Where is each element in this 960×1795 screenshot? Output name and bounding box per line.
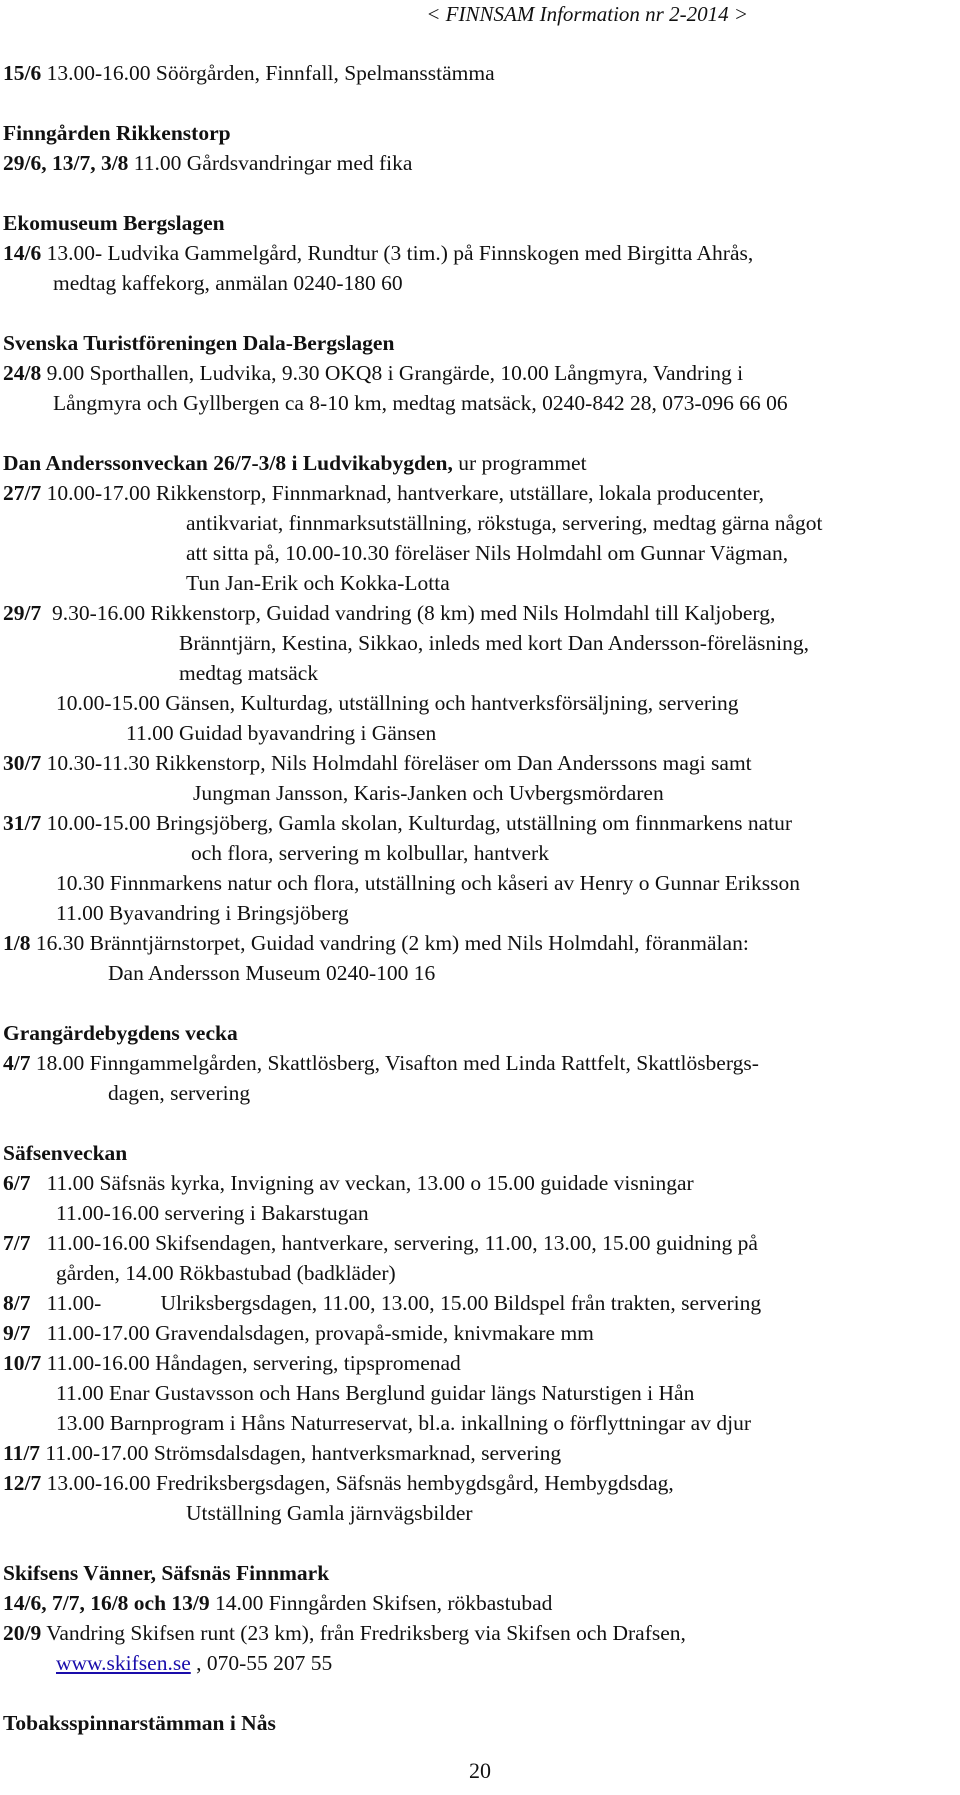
text-line [3, 328, 953, 358]
line-heading: 24/8 [3, 361, 42, 385]
line-heading: 1/8 [3, 931, 31, 955]
line-text: 10.30 Finnmarkens natur och flora, utställning och kåseri av Henry o Gunnar Eriksson [56, 871, 800, 895]
text-line [3, 958, 953, 988]
line-heading: Skifsens Vänner, Säfsnäs Finnmark [3, 1561, 330, 1585]
text-line [3, 1318, 953, 1348]
line-text: 9.00 Sporthallen, Ludvika, 9.30 OKQ8 i Grangärde, 10.00 Långmyra, Vandring i [41, 361, 744, 385]
website-link[interactable]: www.skifsen.se [56, 1651, 191, 1675]
text-line [3, 568, 953, 598]
text-line [3, 1168, 953, 1198]
blank-line [3, 1108, 953, 1138]
text-line [3, 118, 953, 148]
line-text: 11.00 Gårdsvandringar med fika [128, 151, 413, 175]
text-line [3, 1288, 953, 1318]
blank-line [3, 418, 953, 448]
text-line [3, 478, 953, 508]
page-header: < FINNSAM Information nr 2-2014 > [426, 2, 748, 26]
line-text: och flora, servering m kolbullar, hantverk [191, 841, 549, 865]
text-line [3, 1078, 953, 1108]
text-line [3, 1558, 953, 1588]
line-text: 14.00 Finngården Skifsen, rökbastubad [209, 1591, 553, 1615]
text-line [3, 538, 953, 568]
line-heading: 10/7 [3, 1351, 42, 1375]
line-heading: 4/7 [3, 1051, 31, 1075]
line-heading: Finngården Rikkenstorp [3, 121, 231, 145]
line-text: 10.30-11.30 Rikkenstorp, Nils Holmdahl föreläser om Dan Anderssons magi samt [41, 751, 752, 775]
line-heading: Ekomuseum Bergslagen [3, 211, 225, 235]
line-text: 16.30 Bränntjärnstorpet, Guidad vandring (2 km) med Nils Holmdahl, föranmälan: [30, 931, 749, 955]
text-line [3, 238, 953, 268]
text-line [3, 808, 953, 838]
line-text: 11.00-16.00 servering i Bakarstugan [56, 1201, 369, 1225]
text-line [3, 1198, 953, 1228]
line-text: 10.00-15.00 Gänsen, Kulturdag, utställning och hantverksförsäljning, servering [56, 691, 739, 715]
line-heading: 15/6 [3, 61, 42, 85]
line-text: 10.00-15.00 Bringsjöberg, Gamla skolan, Kulturdag, utställning om finnmarkens natur [41, 811, 793, 835]
line-text: 13.00-16.00 Söörgården, Finnfall, Spelmansstämma [41, 61, 495, 85]
line-text: 11.00- Ulriksbergsdagen, 11.00, 13.00, 15.00 Bildspel från trakten, servering [30, 1291, 762, 1315]
line-text: dagen, servering [108, 1081, 251, 1105]
blank-line [3, 1528, 953, 1558]
text-line [3, 58, 953, 88]
blank-line [3, 88, 953, 118]
text-line [3, 1378, 953, 1408]
text-line [3, 208, 953, 238]
line-heading: 11/7 [3, 1441, 41, 1465]
line-heading: Svenska Turistföreningen Dala-Bergslagen [3, 331, 395, 355]
line-heading: 29/7 [3, 601, 42, 625]
text-line [3, 628, 953, 658]
line-text: Långmyra och Gyllbergen ca 8-10 km, medtag matsäck, 0240-842 28, 073-096 66 06 [53, 391, 788, 415]
line-heading: 9/7 [3, 1321, 31, 1345]
blank-line [3, 298, 953, 328]
line-text: Jungman Jansson, Karis-Janken och Uvbergsmördaren [193, 781, 664, 805]
line-heading: 12/7 [3, 1471, 42, 1495]
text-line [3, 1588, 953, 1618]
line-text: 13.00- Ludvika Gammelgård, Rundtur (3 tim.) på Finnskogen med Birgitta Ahrås, [41, 241, 754, 265]
line-text: medtag matsäck [179, 661, 319, 685]
page-number: 20 [469, 1758, 491, 1783]
line-text: , 070-55 207 55 [190, 1651, 333, 1675]
line-heading: 20/9 [3, 1621, 42, 1645]
line-text: 11.00 Byavandring i Bringsjöberg [56, 901, 349, 925]
text-line [3, 1018, 953, 1048]
text-line [3, 1048, 953, 1078]
text-line [3, 1138, 953, 1168]
text-line [3, 1498, 953, 1528]
text-line [3, 838, 953, 868]
line-text: 18.00 Finngammelgården, Skattlösberg, Visafton med Linda Rattfelt, Skattlösbergs- [30, 1051, 759, 1075]
text-line [3, 1348, 953, 1378]
text-line [3, 508, 953, 538]
line-text: Dan Andersson Museum 0240-100 16 [108, 961, 436, 985]
blank-line [3, 178, 953, 208]
line-heading: Tobaksspinnarstämman i Nås [3, 1711, 276, 1735]
line-heading: 14/6, 7/7, 16/8 och 13/9 [3, 1591, 210, 1615]
event-listing [3, 58, 953, 1738]
line-heading: Grangärdebygdens vecka [3, 1021, 238, 1045]
line-heading: 14/6 [3, 241, 42, 265]
line-heading: 6/7 [3, 1171, 31, 1195]
text-line [3, 778, 953, 808]
line-text: 11.00 Säfsnäs kyrka, Invigning av veckan, 13.00 o 15.00 guidade visningar [30, 1171, 694, 1195]
line-text: ur programmet [452, 451, 587, 475]
line-heading: 7/7 [3, 1231, 31, 1255]
text-line [3, 868, 953, 898]
text-line [3, 1648, 953, 1678]
line-text: 11.00-16.00 Skifsendagen, hantverkare, servering, 11.00, 13.00, 15.00 guidning på [30, 1231, 758, 1255]
line-text: 13.00 Barnprogram i Håns Naturreservat, bl.a. inkallning o förflyttningar av djur [56, 1411, 751, 1435]
text-line [3, 358, 953, 388]
line-text: Vandring Skifsen runt (23 km), från Fredriksberg via Skifsen och Drafsen, [41, 1621, 686, 1645]
line-heading: 8/7 [3, 1291, 31, 1315]
text-line [3, 448, 953, 478]
text-line [3, 268, 953, 298]
text-line [3, 598, 953, 628]
line-text: 11.00-17.00 Strömsdalsdagen, hantverksmarknad, servering [40, 1441, 562, 1465]
line-text: medtag kaffekorg, anmälan 0240-180 60 [53, 271, 403, 295]
line-heading: 31/7 [3, 811, 42, 835]
line-text: Utställning Gamla järnvägsbilder [186, 1501, 473, 1525]
line-text: 11.00 Guidad byavandring i Gänsen [126, 721, 437, 745]
text-line [3, 658, 953, 688]
text-line [3, 1708, 953, 1738]
line-text: 13.00-16.00 Fredriksbergsdagen, Säfsnäs hembygdsgård, Hembygdsdag, [41, 1471, 674, 1495]
line-text: 11.00-16.00 Håndagen, servering, tipspromenad [41, 1351, 461, 1375]
text-line [3, 1258, 953, 1288]
text-line [3, 898, 953, 928]
line-heading: 30/7 [3, 751, 42, 775]
line-text: 9.30-16.00 Rikkenstorp, Guidad vandring (8 km) med Nils Holmdahl till Kaljoberg, [41, 601, 776, 625]
line-text: Bränntjärn, Kestina, Sikkao, inleds med kort Dan Andersson-föreläsning, [179, 631, 809, 655]
line-text: Tun Jan-Erik och Kokka-Lotta [186, 571, 450, 595]
text-line [3, 148, 953, 178]
blank-line [3, 988, 953, 1018]
line-text: 11.00-17.00 Gravendalsdagen, provapå-smide, knivmakare mm [30, 1321, 594, 1345]
line-text: antikvariat, finnmarksutställning, rökstuga, servering, medtag gärna något [186, 511, 823, 535]
text-line [3, 1468, 953, 1498]
text-line [3, 718, 953, 748]
text-line [3, 1618, 953, 1648]
line-heading: Dan Anderssonveckan 26/7-3/8 i Ludvikabygden, [3, 451, 453, 475]
line-heading: Säfsenveckan [3, 1141, 128, 1165]
text-line [3, 928, 953, 958]
text-line [3, 1438, 953, 1468]
line-heading: 29/6, 13/7, 3/8 [3, 151, 129, 175]
text-line [3, 688, 953, 718]
blank-line [3, 1678, 953, 1708]
line-text: 10.00-17.00 Rikkenstorp, Finnmarknad, hantverkare, utställare, lokala producenter, [41, 481, 765, 505]
text-line [3, 1228, 953, 1258]
line-text: gården, 14.00 Rökbastubad (badkläder) [56, 1261, 396, 1285]
line-text: 11.00 Enar Gustavsson och Hans Berglund guidar längs Naturstigen i Hån [56, 1381, 695, 1405]
text-line [3, 1408, 953, 1438]
line-text: att sitta på, 10.00-10.30 föreläser Nils Holmdahl om Gunnar Vägman, [186, 541, 789, 565]
line-heading: 27/7 [3, 481, 42, 505]
text-line [3, 748, 953, 778]
text-line [3, 388, 953, 418]
